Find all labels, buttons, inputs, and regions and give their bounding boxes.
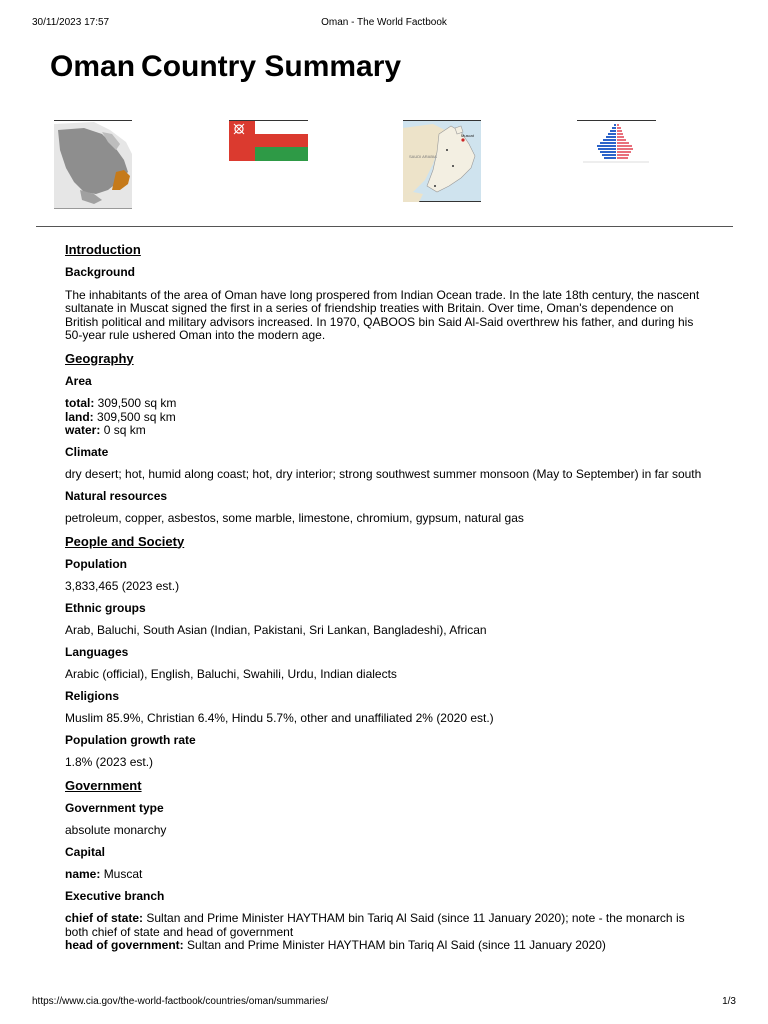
field-government-type: Government type — [65, 800, 164, 815]
climate-text: dry desert; hot, humid along coast; hot, dry interior; strong southwest summer monsoon (May to September) in far south — [65, 467, 702, 481]
summary-content — [65, 242, 705, 961]
head-of-government: head of government: Sultan and Prime Minister HAYTHAM bin Tariq Al Said (since 11 January 2020) — [65, 938, 606, 952]
field-religions: Religions — [65, 688, 120, 703]
map-label-saudi: SAUDI ARABIA — [409, 154, 437, 159]
section-introduction: Introduction — [65, 242, 141, 257]
field-population: Population — [65, 556, 127, 571]
population-pyramid-thumbnail[interactable] — [577, 120, 656, 171]
flag-thumbnail[interactable] — [229, 120, 308, 166]
country-map-thumbnail[interactable] — [403, 120, 481, 207]
print-datetime: 30/11/2023 17:57 — [32, 17, 110, 28]
print-doc-title: Oman - The World Factbook — [321, 17, 447, 28]
area-land: land: 309,500 sq km — [65, 409, 176, 424]
page-title-country: Oman — [50, 50, 136, 83]
field-population-growth-rate: Population growth rate — [65, 732, 196, 747]
population-text: 3,833,465 (2023 est.) — [65, 579, 180, 593]
section-people-and-society: People and Society — [65, 533, 185, 549]
area-values — [65, 397, 705, 438]
ethnic-groups-text: Arab, Baluchi, South Asian (Indian, Pakistani, Sri Lankan, Bangladeshi), African — [65, 623, 487, 637]
field-climate: Climate — [65, 444, 109, 459]
population-growth-rate-text: 1.8% (2023 est.) — [65, 755, 154, 769]
field-executive-branch: Executive branch — [65, 888, 165, 903]
capital-name: name: Muscat — [65, 867, 143, 881]
page-title — [50, 49, 401, 85]
page-title-suffix: Country Summary — [141, 50, 402, 83]
header-divider — [36, 226, 733, 227]
languages-text: Arabic (official), English, Baluchi, Swahili, Urdu, Indian dialects — [65, 667, 397, 681]
religions-text: Muslim 85.9%, Christian 6.4%, Hindu 5.7%, other and unaffiliated 2% (2020 est.) — [65, 711, 494, 725]
executive-branch-values — [65, 912, 705, 953]
section-geography: Geography — [65, 350, 134, 366]
print-url: https://www.cia.gov/the-world-factbook/countries/oman/summaries/ — [32, 996, 329, 1007]
locator-map-thumbnail[interactable] — [54, 120, 133, 214]
area-water: water: 0 sq km — [65, 423, 146, 437]
field-ethnic-groups: Ethnic groups — [65, 600, 146, 615]
field-languages: Languages — [65, 644, 129, 659]
field-background: Background — [65, 265, 136, 279]
government-type-text: absolute monarchy — [65, 823, 167, 837]
section-government: Government — [65, 777, 142, 793]
chief-of-state: chief of state: Sultan and Prime Minister HAYTHAM bin Tariq Al Said (since 11 January 2020); note - the monarch is both chief of state and head of government — [65, 911, 685, 939]
map-label-muscat: Muscat — [461, 133, 474, 138]
background-text: The inhabitants of the area of Oman have long prospered from Indian Ocean trade. In the late 18th century, the nascent sultanate in Muscat signed the first in a series of friendship treaties with Britain. Over time, Oman's dependence on British political and military advisors increased. In 1970, QABOOS bin Said Al-Said overthrew his father, and during his 50-year rule ushered Oman into the modern age. — [65, 287, 700, 342]
field-capital: Capital — [65, 844, 106, 859]
field-area: Area — [65, 373, 92, 388]
area-total: total: 309,500 sq km — [65, 396, 177, 410]
natural-resources-text: petroleum, copper, asbestos, some marble, limestone, chromium, gypsum, natural gas — [65, 511, 524, 525]
field-natural-resources: Natural resources — [65, 488, 168, 503]
print-page-number: 1/3 — [722, 996, 736, 1007]
